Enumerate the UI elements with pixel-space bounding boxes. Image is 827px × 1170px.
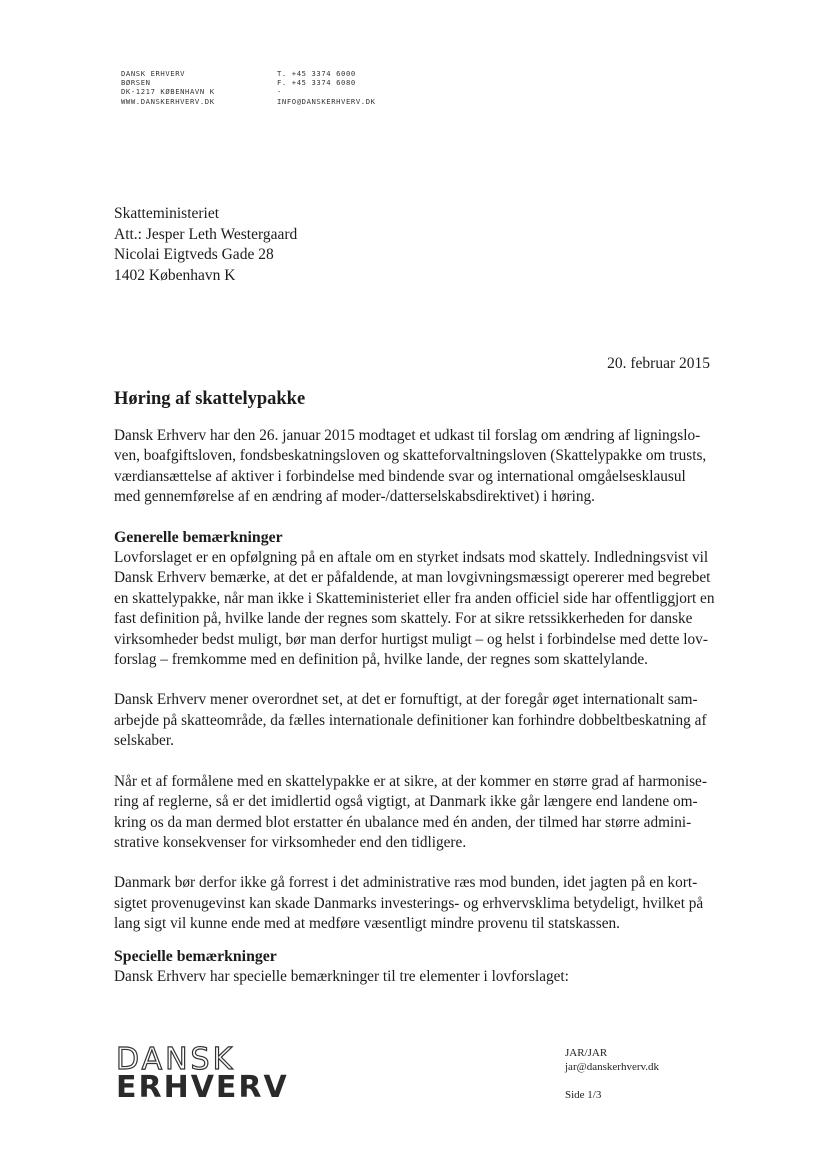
text-line: sigtet provenugevinst kan skade Danmarks investerings- og erhvervsklima betydeligt, hvilket på [114, 894, 704, 912]
footer-info [565, 1046, 659, 1102]
building-name: BØRSEN [121, 78, 151, 88]
phone-number: T. +45 3374 6000 [277, 69, 356, 78]
text-line: ring af reglerne, så er det imidlertid også vigtigt, at Danmark ikke går længere end landene om- [114, 793, 698, 811]
text-line: Når et af formålene med en skattelypakke er at sikre, at der kommer en større grad af harmonise- [114, 772, 707, 790]
letterhead-address [121, 69, 215, 106]
letterhead-contact [277, 69, 376, 106]
recipient-address [114, 204, 297, 286]
text-line: Dansk Erhverv bemærke, at det er påfaldende, at man lovgivningsmæssigt opererer med begrebet [114, 569, 711, 587]
text-line: selskaber. [114, 732, 174, 750]
document-title: Høring af skattelypakke [114, 389, 306, 409]
text-line: fast definition på, hvilke lande der regnes som skattely. For at sikre retssikkerheden for danske [114, 610, 693, 628]
section-heading-general: Generelle bemærkninger [114, 528, 283, 546]
org-name: DANSK ERHVERV [121, 69, 186, 78]
letter-body [114, 426, 714, 987]
text-line: Danmark bør derfor ikke gå forrest i det administrative ræs mod bunden, idet jagten på en kort- [114, 874, 698, 892]
recipient-line: Att.: Jesper Leth Westergaard [114, 225, 298, 243]
author-initials: JAR/JAR [565, 1047, 608, 1059]
letter-date: 20. februar 2015 [607, 355, 710, 372]
dansk-erhverv-logo [116, 1042, 289, 1105]
text-line: Dansk Erhverv har specielle bemærkninger til tre elementer i lovforslaget: [114, 967, 569, 985]
paragraph [114, 548, 714, 670]
page-number: Side 1/3 [565, 1089, 602, 1101]
postal-address: DK-1217 KØBENHAVN K [121, 87, 215, 97]
text-line: lang sigt vil kunne ende med at medføre væsentligt mindre provenu til statskassen. [114, 915, 620, 933]
fax-number: F. +45 3374 6080 [277, 78, 356, 88]
logo-word-top: DANSK [116, 1042, 236, 1077]
paragraph [114, 873, 714, 934]
text-line: ven, boafgiftsloven, fondsbeskatningsloven og skatteforvaltningsloven (Skattelypakke om trusts, [114, 447, 707, 465]
logo-word-bottom: ERHVERV [116, 1070, 289, 1105]
recipient-line: 1402 København K [114, 266, 236, 284]
contact-separator: - [277, 87, 282, 97]
intro-paragraph [114, 426, 714, 508]
text-line: Lovforslaget er en opfølgning på en aftale om en styrket indsats mod skattely. Indledningsvist vil [114, 549, 709, 567]
text-line: Dansk Erhverv mener overordnet set, at det er fornuftigt, at der foregår øget internationalt sam- [114, 691, 698, 709]
text-line: virksomheder bedst muligt, bør man derfor hurtigst muligt – og helst i forbindelse med dette lov- [114, 630, 708, 648]
text-line: værdiansættelse af aktiver i forbindelse med bindende svar og international omgåelsesklausul [114, 467, 686, 485]
website-link[interactable]: WWW.DANSKERHVERV.DK [121, 96, 215, 106]
contact-email-link[interactable]: INFO@DANSKERHVERV.DK [277, 96, 376, 106]
text-line: Dansk Erhverv har den 26. januar 2015 modtaget et udkast til forslag om ændring af ligningslo- [114, 427, 701, 444]
recipient-line: Skatteministeriet [114, 205, 220, 222]
text-line: kring os da man dermed blot erstatter én ubalance med én anden, der tilmed har større admini- [114, 813, 692, 831]
text-line: strative konsekvenser for virksomheder end den tidligere. [114, 833, 467, 851]
text-line: en skattelypakke, når man ikke i Skatteministeriet eller fra anden officiel side har offentliggjort en [114, 589, 715, 607]
paragraph [114, 772, 714, 854]
text-line: med gennemførelse af en ændring af moder-/datterselskabsdirektivet) i høring. [114, 488, 595, 506]
text-line: arbejde på skatteområde, da fælles internationale definitioner kan forhindre dobbeltbeskatning af [114, 711, 707, 729]
paragraph [114, 690, 714, 751]
section-heading-special: Specielle bemærkninger [114, 947, 277, 965]
author-email-link[interactable]: jar@danskerhverv.dk [565, 1061, 660, 1073]
recipient-line: Nicolai Eigtveds Gade 28 [114, 246, 274, 263]
text-line: forslag – fremkomme med en definition på, hvilke lande, der regnes som skattelylande. [114, 651, 648, 669]
